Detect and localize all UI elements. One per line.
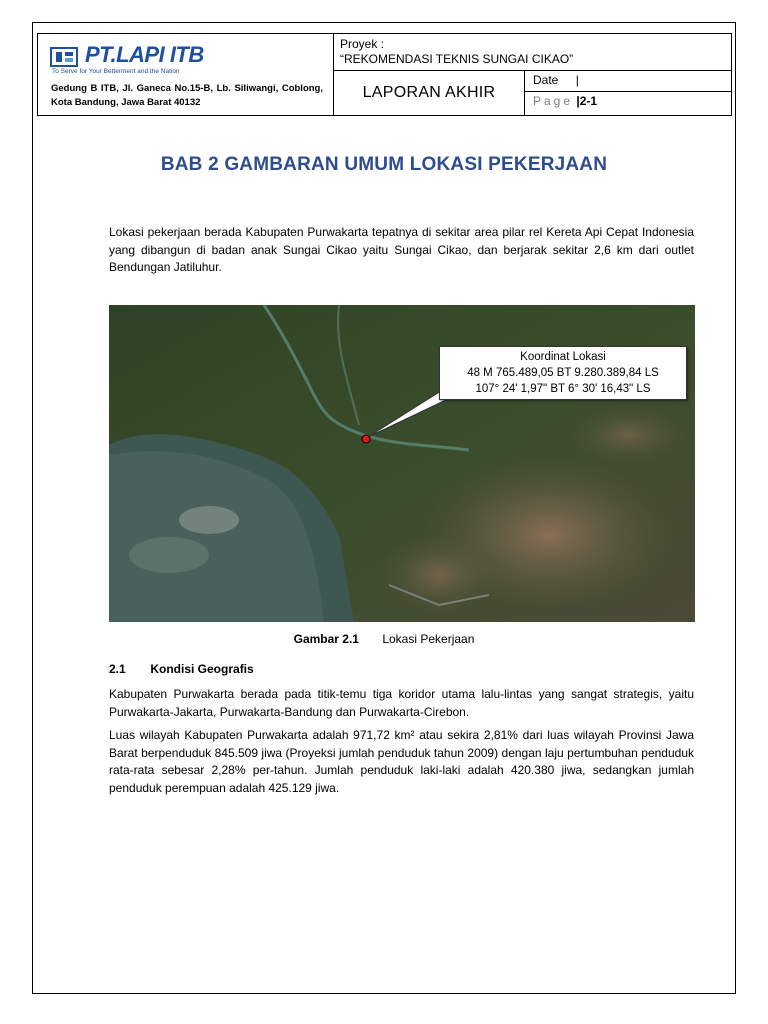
report-type: LAPORAN AKHIR [334, 70, 525, 116]
lapi-logo-icon [50, 44, 80, 70]
page-cell [525, 91, 732, 116]
figure-number: Gambar 2.1 [293, 632, 359, 646]
company-address: Gedung B ITB, Jl. Ganeca No.15-B, Lb. Siliwangi, Coblong, Kota Bandung, Jawa Barat 40132 [51, 83, 323, 108]
company-name: PT.LAPI ITB [85, 42, 204, 67]
callout-utm: 48 M 765.489,05 BT 9.280.389,84 LS [467, 367, 659, 379]
project-label: Proyek : [340, 37, 385, 51]
location-map [109, 305, 695, 622]
page-label: Page [533, 94, 574, 108]
section-title: Kondisi Geografis [150, 662, 254, 676]
coordinate-callout [439, 346, 687, 400]
section-heading [109, 662, 254, 676]
date-label: Date [533, 73, 559, 87]
project-name: “REKOMENDASI TEKNIS SUNGAI CIKAO” [340, 52, 574, 66]
section-paragraph-1: Kabupaten Purwakarta berada pada titik-temu tiga koridor utama lalu-lintas yang sangat strategis, yaitu Purwakarta-Jakarta, Purwakarta-Bandung dan Purwakarta-Cirebon. [109, 687, 694, 719]
intro-paragraph: Lokasi pekerjaan berada Kabupaten Purwakarta tepatnya di sekitar area pilar rel Kereta Api Cepat Indonesia yang dibangun di badan anak Sungai Cikao yaitu Sungai Cikao, dan berjarak sekitar 2,6 km dari outlet Bendungan Jatiluhur. [109, 225, 694, 274]
location-marker [362, 435, 370, 443]
company-tagline: To Serve for Your Betterment and the Nation [52, 68, 180, 75]
figure-title: Lokasi Pekerjaan [382, 632, 475, 646]
figure-caption [0, 632, 768, 646]
project-cell [334, 33, 732, 71]
callout-title: Koordinat Lokasi [520, 351, 606, 363]
date-separator: | [575, 73, 579, 87]
section-number: 2.1 [109, 662, 126, 676]
page-number: |2-1 [576, 94, 598, 108]
chapter-title: BAB 2 GAMBARAN UMUM LOKASI PEKERJAAN [160, 154, 608, 175]
section-paragraph-2: Luas wilayah Kabupaten Purwakarta adalah 971,72 km² atau sekira 2,81% dari luas wilayah Provinsi Jawa Barat berpenduduk 845.509 jiwa (Proyeksi jumlah penduduk tahun 2009) dengan laju pertumbuhan penduduk rata-rata sebesar 2,28% per-tahun. Jumlah penduduk laki-laki adalah 420.380 jiwa, sedangkan jumlah penduduk perempuan adalah 425.129 jiwa. [109, 728, 694, 795]
document-header [37, 33, 732, 116]
callout-geo: 107° 24' 1,97" BT 6° 30' 16,43" LS [475, 383, 651, 395]
company-block [37, 33, 334, 116]
date-cell [525, 70, 732, 92]
